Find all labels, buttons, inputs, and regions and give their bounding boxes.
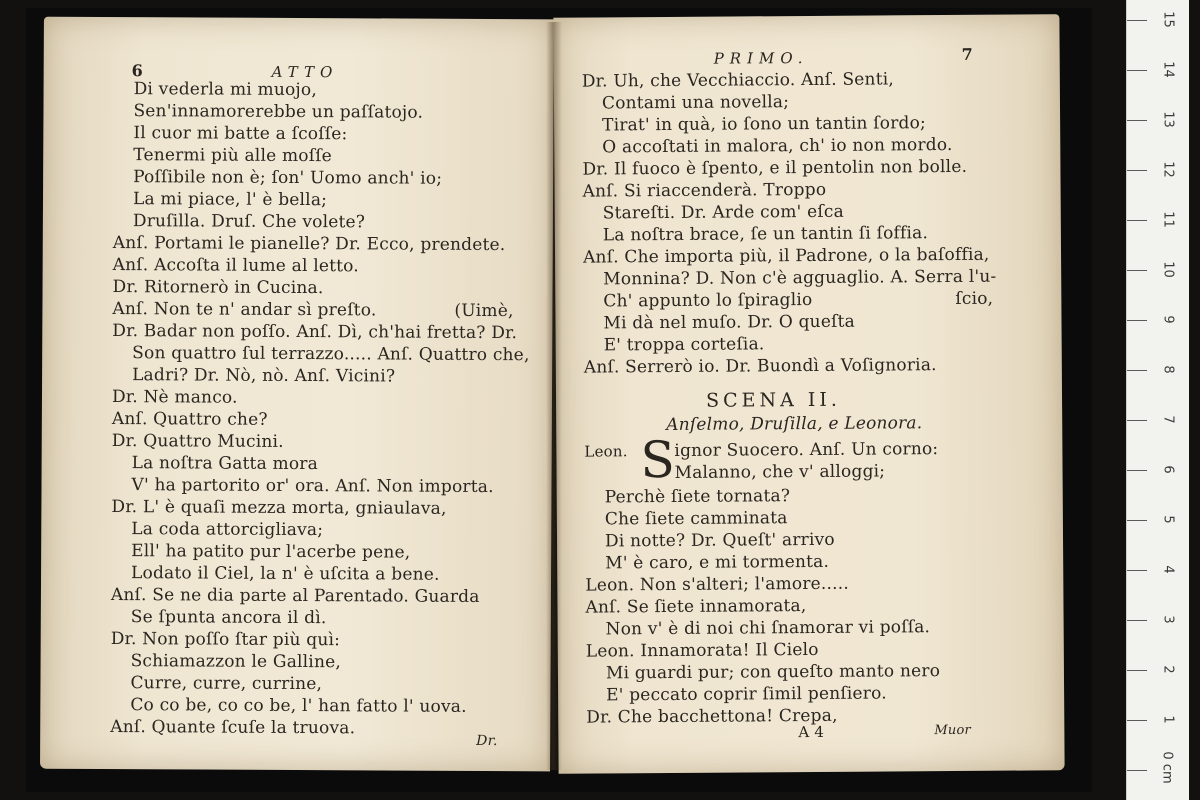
text-line: Dr. L' è quaſi mezza morta, gniaulava, [111,497,447,519]
text-line: Stareſti. Dr. Arde com' eſca [602,201,844,224]
text-line: Dr. Ritornerò in Cucina. [112,277,324,299]
measurement-ruler [1126,0,1189,800]
scene-characters: Anſelmo, Druſilla, e Leonora. [666,413,923,435]
text-line: Mi dà nel muſo. Dr. O queſta [603,311,855,334]
text-line: Se ſpunta ancora il dì. [130,607,327,629]
text-line: Anſ. Non te n' andar sì preſto. [112,299,377,321]
ruler-tick [1127,120,1147,121]
ruler-tick [1127,320,1147,321]
text-line: Anſ. Quante ſcuſe la truova. [110,717,356,739]
text-line: Dr. Badar non poſſo. Anſ. Dì, ch'hai fretta? Dr. [112,321,518,344]
ruler-tick [1127,220,1147,221]
drop-cap: S [640,430,675,490]
ruler-number: 5 [1160,515,1176,524]
text-line-margin: (Uimè, [454,300,514,322]
ruler-tick [1127,170,1147,171]
text-line: Anſ. Quattro che? [111,409,268,430]
ruler-number: 1 [1160,715,1176,724]
text-line: Co co be, co co be, l' han fatto l' uova. [130,695,467,717]
text-line: Tirat' in quà, io ſono un tantin ſordo; [602,113,927,136]
text-line: Dr. Uh, che Vecchiaccio. Anſ. Senti, [581,69,895,92]
text-line: Anſ. Che importa più, il Padrone, o la baſoffia, [582,244,990,268]
left-page-number: 6 [131,61,144,81]
ruler-tick [1127,420,1147,421]
ruler-tick [1127,470,1147,471]
ruler-number: 13 [1160,111,1176,128]
text-line: Contami una novella; [601,92,790,114]
text-line: Non v' è di noi chi ſnamorar vi poſſa. [605,617,931,640]
text-line: Sen'innamorerebbe un paſſatojo. [133,101,424,123]
ruler-number: 0 cm [1159,751,1175,784]
text-line: O accoſtati in malora, ch' io non mordo. [602,134,953,158]
text-line: Anſ. Si riaccenderà. Troppo [582,179,827,202]
text-line: Son quattro ſul terrazzo..... Anſ. Quattro che, [132,343,530,366]
text-line: La coda attorcigliava; [131,519,324,541]
ruler-tick [1127,70,1147,71]
ruler-number: 7 [1160,415,1176,424]
ruler-tick [1127,370,1147,371]
text-line: Anſ. Se ſiete innamorata, [585,596,807,618]
text-line: E' troppa corteſia. [603,334,765,356]
text-line: Mi guardi pur; con queſto manto nero [605,661,941,684]
scene-title: SCENA II. [705,388,841,412]
text-line: Leon. Non s'alteri; l'amore..... [585,573,849,596]
text-line: Il cuor mi batte a ſcoſſe: [133,123,348,145]
text-line: Ladri? Dr. Nò, nò. Anſ. Vicini? [132,365,396,387]
ruler-number: 4 [1160,565,1176,574]
text-line: Curre, curre, currine, [130,673,323,695]
catchword: Dr. [476,732,498,750]
text-line: Druſilla. Druſ. Che volete? [132,211,366,233]
speaker-label: Leon. [584,442,628,461]
text-line: Dr. Il fuoco è ſpento, e il pentolin non bolle. [582,156,968,180]
text-line: Anſ. Accoſta il lume al letto. [112,255,360,277]
text-line-margin: ſcio, [955,288,994,309]
text-line: Di notte? Dr. Queſt' arrivo [604,529,835,552]
text-line: La noſtra brace, ſe un tantin ſi ſoffia. [602,223,929,246]
ruler-number: 3 [1160,615,1176,624]
ruler-tick [1127,770,1147,771]
text-line: Anſ. Se ne dia parte al Parentado. Guarda [110,585,480,607]
text-line: Di vederla mi muojo, [133,79,318,101]
ruler-tick [1127,20,1147,21]
text-line: Dr. Nè manco. [111,387,238,408]
ruler-number: 6 [1160,465,1176,474]
ruler-number: 8 [1160,365,1176,374]
text-line: ignor Suocero. Anſ. Un corno: [674,439,939,461]
text-line: Anſ. Serrerò io. Dr. Buondì a Voſignoria. [583,355,937,378]
text-line: V' ha partorito or' ora. Anſ. Non importa. [131,475,494,498]
text-line: Leon. Innamorata! Il Cielo [585,639,819,662]
catchword: Muor [934,722,971,739]
text-line: Lodato il Ciel, la n' è uſcita a bene. [131,563,440,585]
ruler-tick [1127,720,1147,721]
text-line: Malanno, che v' alloggi; [674,461,886,483]
ruler-number: 12 [1160,161,1176,178]
text-line: Dr. Non poſſo ſtar più quì: [110,629,341,651]
text-line: La mi piace, l' è bella; [132,189,328,211]
ruler-number: 14 [1160,61,1176,78]
right-running-header: PRIMO. [713,48,809,68]
ruler-tick [1127,520,1147,521]
right-page [553,14,1064,774]
right-page-number: 7 [961,44,974,64]
ruler-number: 15 [1160,11,1176,28]
text-line: M' è caro, e mi tormenta. [605,551,830,574]
text-line: Ch' appunto lo ſpiraglio [603,289,813,312]
text-line: Schiamazzon le Galline, [130,651,342,673]
signature-mark: A 4 [798,722,825,742]
text-line: Tenermi più alle moſſe [133,145,333,167]
ruler-number: 2 [1160,665,1176,674]
text-line: Anſ. Portami le pianelle? Dr. Ecco, prendete. [112,233,506,256]
ruler-tick [1127,270,1147,271]
ruler-tick [1127,570,1147,571]
text-line: Ell' ha patito pur l'acerbe pene, [131,541,411,563]
text-line: Poſſibile non è; ſon' Uomo anch' io; [133,167,443,189]
text-line: Perchè ſiete tornata? [604,486,791,508]
text-line: La noſtra Gatta mora [131,453,319,475]
ruler-number: 9 [1160,315,1176,324]
ruler-tick [1127,670,1147,671]
text-line: Dr. Che bacchettona! Crepa, [586,705,838,728]
ruler-tick [1127,620,1147,621]
left-running-header: ATTO [271,62,339,82]
text-line: Monnina? D. Non c'è agguaglio. A. Serra l'u- [603,266,997,290]
text-line: Che ſiete camminata [604,508,788,530]
left-page [40,17,554,772]
text-line: Dr. Quattro Mucini. [111,431,284,452]
text-line: E' peccato coprir ſimil penſiero. [606,683,887,706]
ruler-number: 11 [1160,211,1176,228]
ruler-number: 10 [1160,261,1176,278]
